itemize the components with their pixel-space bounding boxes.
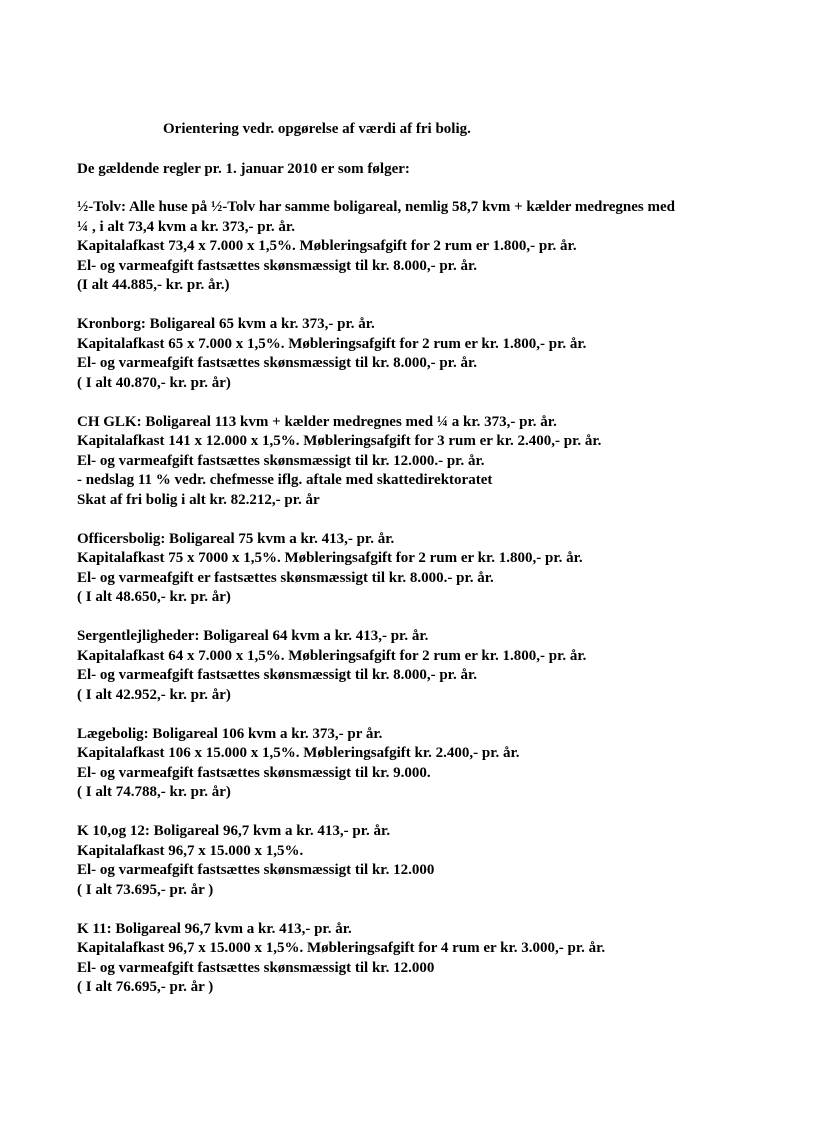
section-line: ( I alt 76.695,- pr. år ) [77,979,214,995]
housing-section [77,413,777,511]
section-line: ¼ , i alt 73,4 kvm a kr. 373,- pr. år. [77,218,295,235]
section-line: ( I alt 42.952,- kr. pr. år) [77,686,231,703]
intro-line: De gældende regler pr. 1. januar 2010 er som følger: [77,161,410,177]
section-line: Kapitalafkast 106 x 15.000 x 1,5%. Møbleringsafgift kr. 2.400,- pr. år. [77,745,520,761]
section-line: Kapitalafkast 141 x 12.000 x 1,5%. Møbleringsafgift for 3 rum er kr. 2.400,- pr. år. [77,433,602,449]
section-line: Kapitalafkast 73,4 x 7.000 x 1,5%. Møbleringsafgift for 2 rum er 1.800,- pr. år. [77,238,577,254]
section-line: ( I alt 48.650,- kr. pr. år) [77,589,231,605]
section-line: Kapitalafkast 65 x 7.000 x 1,5%. Møbleringsafgift for 2 rum er kr. 1.800,- pr. år. [77,335,587,352]
section-line: Kapitalafkast 75 x 7000 x 1,5%. Møbleringsafgift for 2 rum er kr. 1.800,- pr. år. [77,550,583,566]
section-heading-line: K 11: Boligareal 96,7 kvm a kr. 413,- pr. år. [77,920,352,937]
housing-section [77,822,777,900]
document-title: Orientering vedr. opgørelse af værdi af fri bolig. [163,121,471,137]
section-line: Kapitalafkast 64 x 7.000 x 1,5%. Møbleringsafgift for 2 rum er kr. 1.800,- pr. år. [77,647,587,664]
section-line: Kapitalafkast 96,7 x 15.000 x 1,5%. [77,842,304,859]
section-heading-line: K 10,og 12: Boligareal 96,7 kvm a kr. 413,- pr. år. [77,823,391,839]
section-line: ( I alt 74.788,- kr. pr. år) [77,784,231,800]
section-heading-line: Lægebolig: Boligareal 106 kvm a kr. 373,- pr år. [77,725,383,742]
section-line: El- og varmeafgift fastsættes skønsmæssigt til kr. 8.000,- pr. år. [77,667,477,683]
section-heading-line: Kronborg: Boligareal 65 kvm a kr. 373,- pr. år. [77,316,375,332]
housing-section [77,530,777,608]
section-line: - nedslag 11 % vedr. chefmesse iflg. aftale med skattedirektoratet [77,472,493,488]
section-line: (I alt 44.885,- kr. pr. år.) [77,277,230,293]
housing-section [77,627,777,705]
section-line: Kapitalafkast 96,7 x 15.000 x 1,5%. Møbleringsafgift for 4 rum er kr. 3.000,- pr. år. [77,940,606,956]
section-line: El- og varmeafgift fastsættes skønsmæssigt til kr. 8.000,- pr. år. [77,355,477,371]
section-line: El- og varmeafgift er fastsættes skønsmæssigt til kr. 8.000.- pr. år. [77,569,494,586]
section-heading-line: ½-Tolv: Alle huse på ½-Tolv har samme boligareal, nemlig 58,7 kvm + kælder medregnes med [77,199,676,215]
housing-section [77,315,777,393]
section-line: ( I alt 40.870,- kr. pr. år) [77,374,231,391]
section-heading-line: Sergentlejligheder: Boligareal 64 kvm a kr. 413,- pr. år. [77,628,429,644]
section-heading-line: Officersbolig: Boligareal 75 kvm a kr. 413,- pr. år. [77,530,395,547]
housing-sections [77,198,777,1017]
section-line: ( I alt 73.695,- pr. år ) [77,881,214,898]
section-line: El- og varmeafgift fastsættes skønsmæssigt til kr. 12.000 [77,959,435,976]
housing-section [77,920,777,998]
housing-section [77,198,777,296]
section-line: Skat af fri bolig i alt kr. 82.212,- pr. år [77,491,320,508]
housing-section [77,725,777,803]
section-line: El- og varmeafgift fastsættes skønsmæssigt til kr. 9.000. [77,764,431,781]
section-line: El- og varmeafgift fastsættes skønsmæssigt til kr. 8.000,- pr. år. [77,257,477,274]
section-line: El- og varmeafgift fastsættes skønsmæssigt til kr. 12.000 [77,862,435,878]
section-line: El- og varmeafgift fastsættes skønsmæssigt til kr. 12.000.- pr. år. [77,452,485,469]
section-heading-line: CH GLK: Boligareal 113 kvm + kælder medregnes med ¼ a kr. 373,- pr. år. [77,413,557,430]
